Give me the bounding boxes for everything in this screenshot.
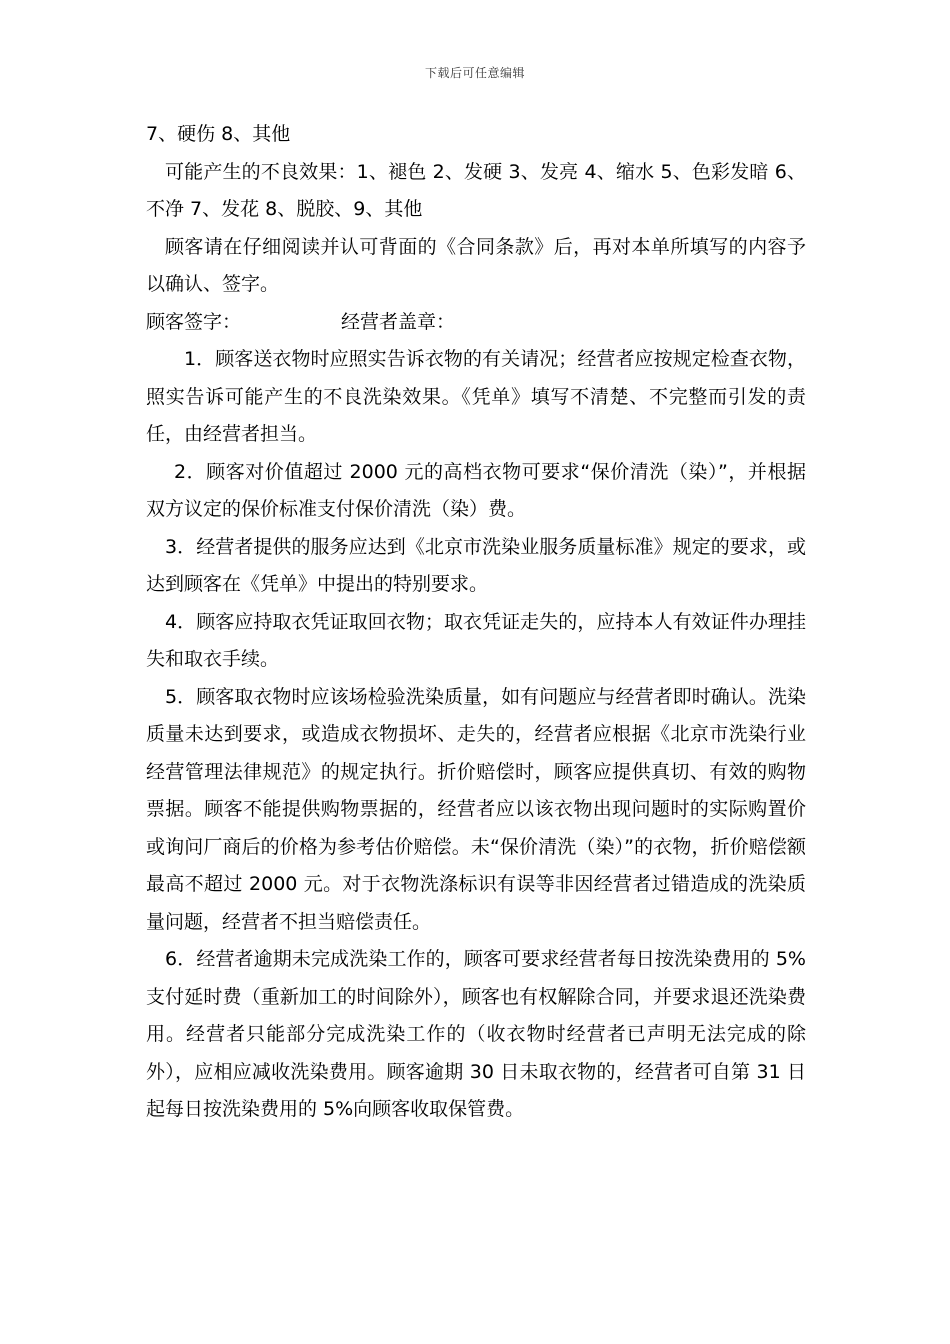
page-header: 下载后可任意编辑 [424,66,525,80]
damage-options-line: 7、硬伤 8、其他 [146,123,291,145]
clause-2: 2．顾客对价值超过 2000 元的高档衣物可要求“保价清洗（染）”，并根据双方议定的保价标准支付保价清洗（染）费。 [146,460,806,520]
clause-6: 6．经营者逾期未完成洗染工作的，顾客可要求经营者每日按洗染费用的 5%支付延时费（重新加工的时间除外），顾客也有权解除合同，并要求退还洗染费用。经营者只能部分完成洗染工作的（收衣物时经营者已声明无法完成的除外），应相应减收洗染费用。顾客逾期 30 日未取衣物的，经营者可自第 31 日起每日按洗染费用的 5%向顾客收取保管费。 [146,948,806,1120]
document-body [146,116,806,1129]
clause-3: 3．经营者提供的服务应达到《北京市洗染业服务质量标准》规定的要求，或达到顾客在《凭单》中提出的特别要求。 [146,535,806,595]
notice-paragraph: 顾客请在仔细阅读并认可背面的《合同条款》后，再对本单所填写的内容予以确认、签字。 [146,235,806,295]
clause-5: 5．顾客取衣物时应该场检验洗染质量，如有问题应与经营者即时确认。洗染质量未达到要求，或造成衣物损坏、走失的，经营者应根据《北京市洗染行业经营管理法律规范》的规定执行。折价赔偿时，顾客应提供真切、有效的购物票据。顾客不能提供购物票据的，经营者应以该衣物出现问题时的实际购置价或询问厂商后的价格为参考估价赔偿。未“保价清洗（染）”的衣物，折价赔偿额最高不超过 2000 元。对于衣物洗涤标识有误等非因经营者过错造成的洗染质量问题，经营者不担当赔偿责任。 [146,685,806,933]
operator-seal-label: 经营者盖章： [341,310,456,333]
customer-signature-label: 顾客签字： [146,310,242,333]
signature-row [146,304,806,342]
clause-1: 1．顾客送衣物时应照实告诉衣物的有关请况；经营者应按规定检查衣物，照实告诉可能产生的不良洗染效果。《凭单》填写不清楚、不完整而引发的责任，由经营者担当。 [146,348,806,445]
bad-effects-paragraph: 可能产生的不良效果：1、褪色 2、发硬 3、发亮 4、缩水 5、色彩发暗 6、不净 7、发花 8、脱胶、9、其他 [146,160,806,220]
clause-4: 4．顾客应持取衣凭证取回衣物；取衣凭证走失的，应持本人有效证件办理挂失和取衣手续。 [146,610,806,670]
